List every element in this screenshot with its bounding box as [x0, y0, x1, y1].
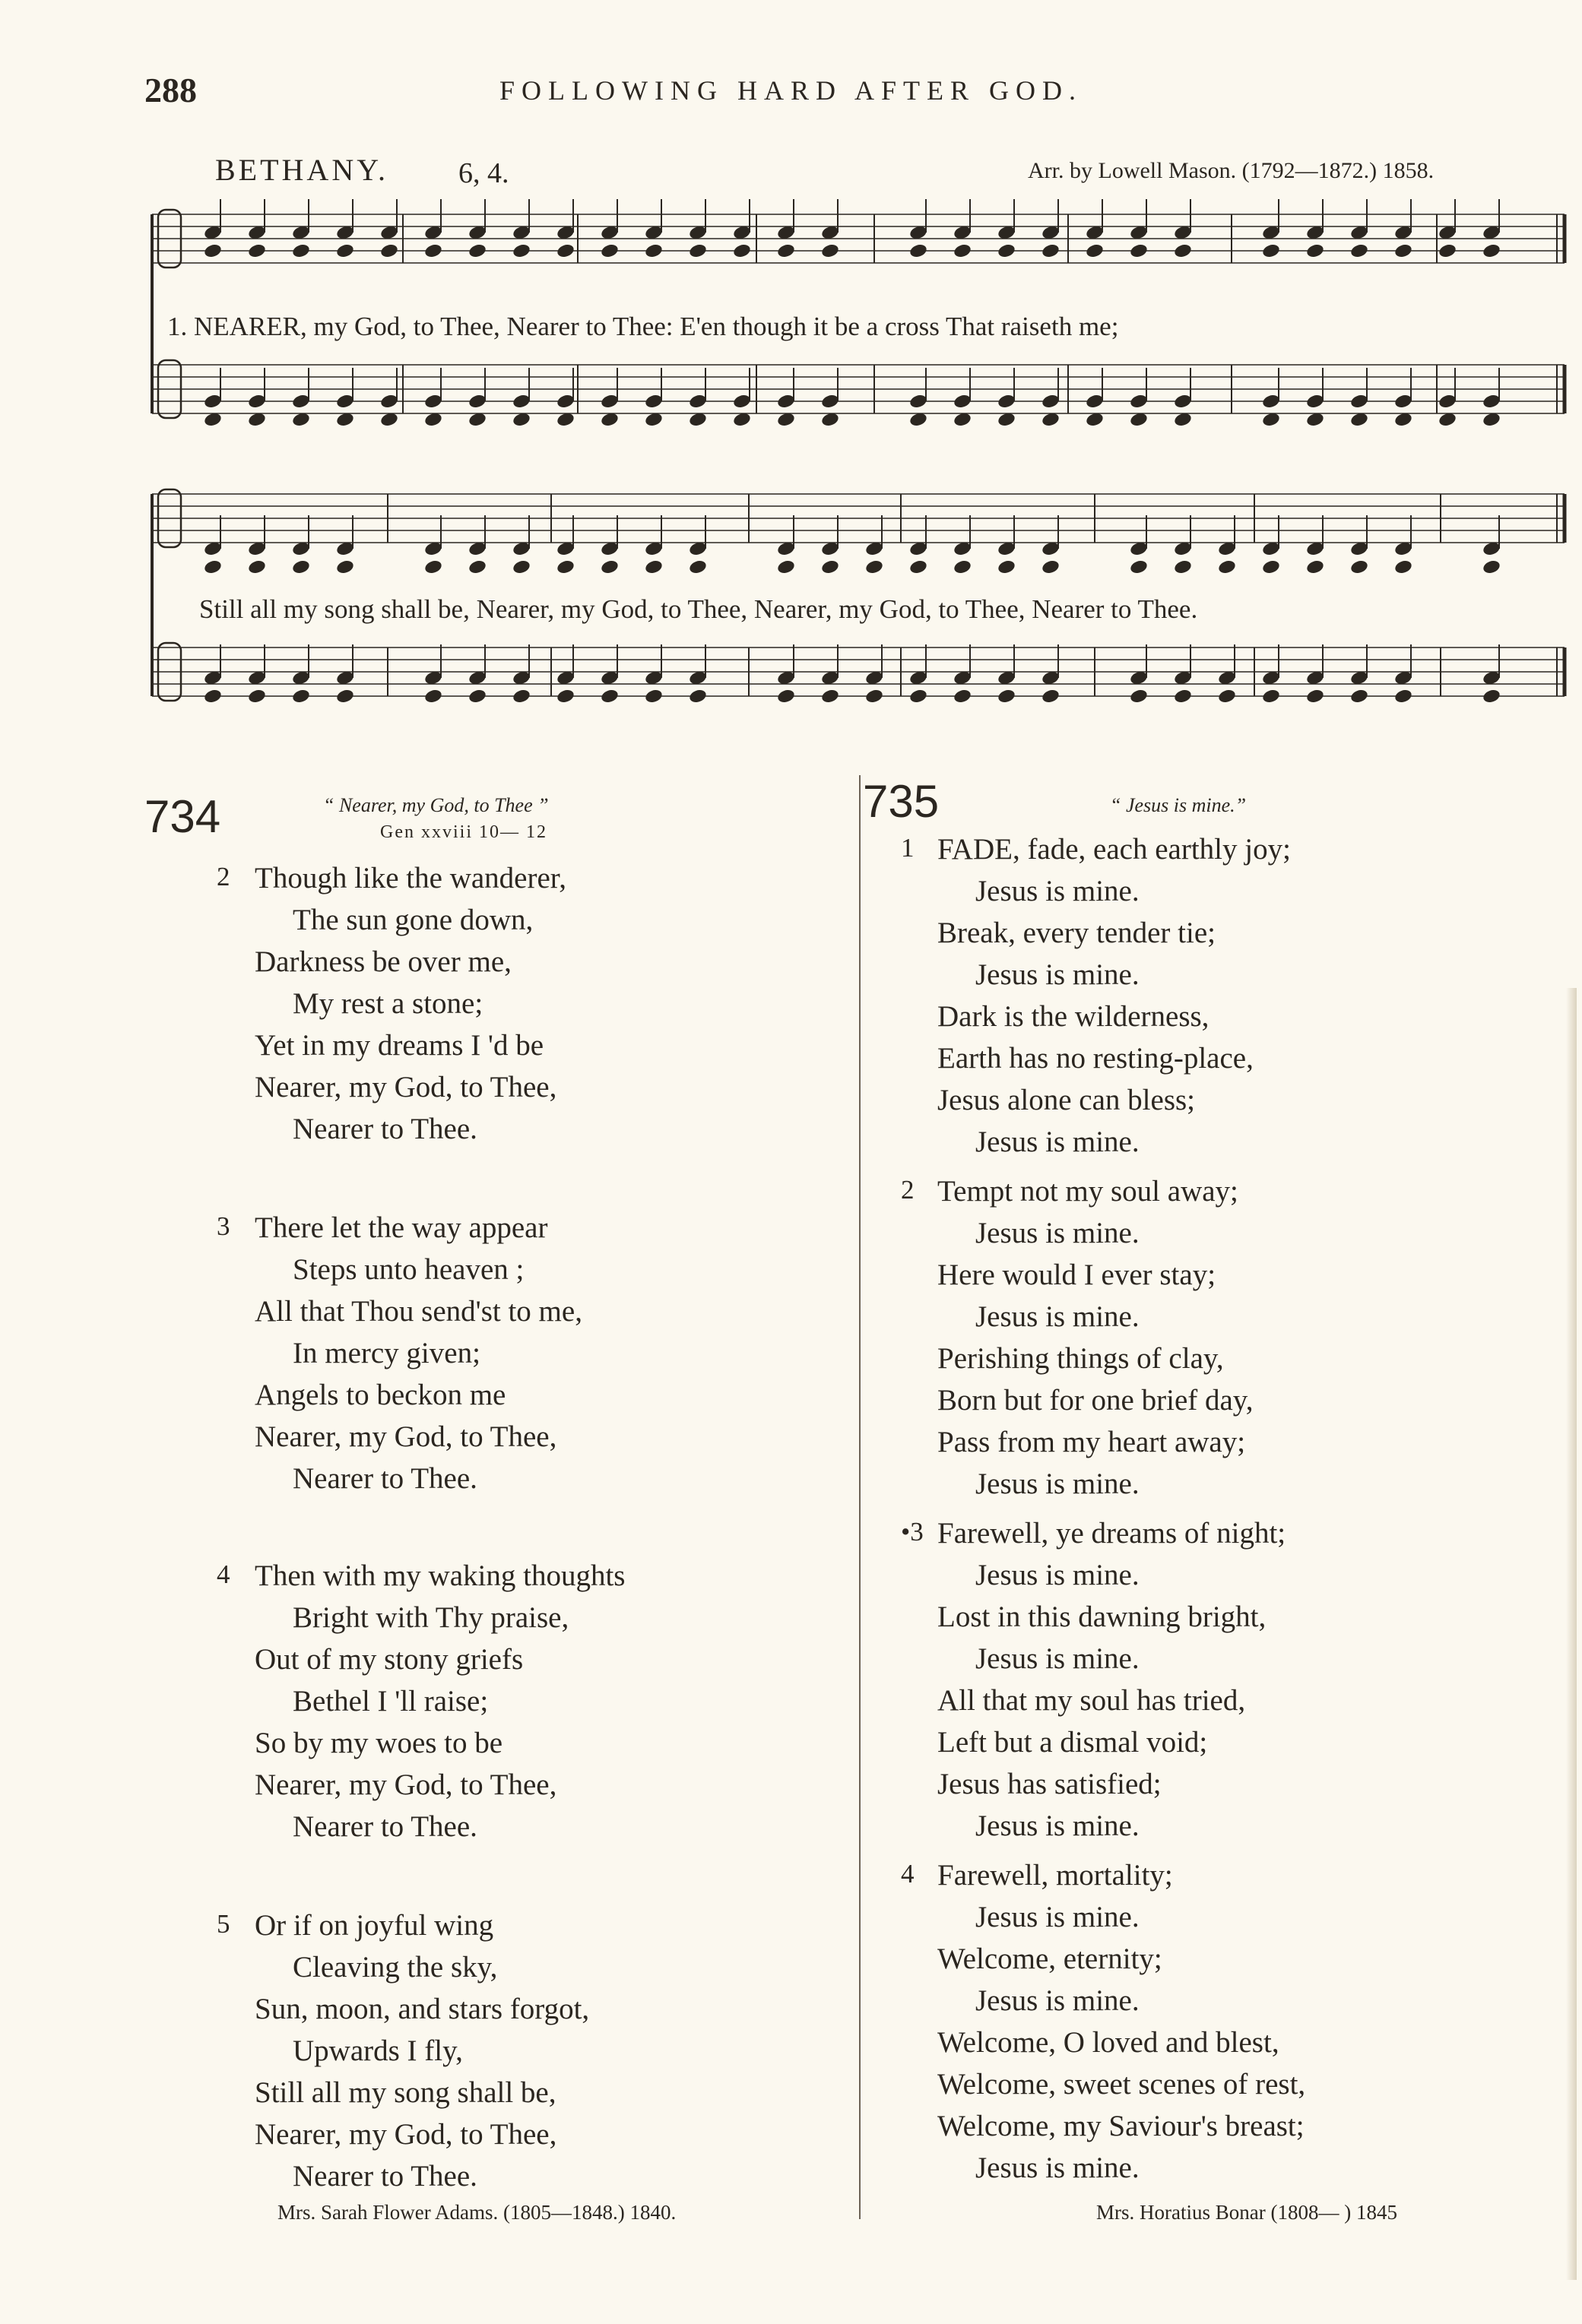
- hymn-number-735: 735: [863, 776, 940, 827]
- stanza-number: 2: [217, 862, 230, 891]
- note-head: [203, 559, 223, 575]
- note-head: [953, 242, 972, 259]
- note-head: [1129, 559, 1149, 575]
- running-title: FOLLOWING HARD AFTER GOD.: [499, 75, 1083, 106]
- stanza-line: Though like the wanderer,: [255, 862, 566, 894]
- note-head: [688, 242, 708, 259]
- note-head: [997, 688, 1016, 704]
- note-head: [291, 242, 311, 259]
- note-head: [1349, 688, 1369, 704]
- note-head: [644, 559, 664, 575]
- note-head: [1261, 242, 1281, 259]
- column-divider: [859, 775, 861, 2219]
- note-head: [512, 242, 531, 259]
- note-head: [600, 559, 620, 575]
- note-head: [1349, 559, 1369, 575]
- note-head: [688, 559, 708, 575]
- stanza-line: Nearer, my God, to Thee,: [255, 1768, 557, 1801]
- stanza-line: So by my woes to be: [255, 1727, 503, 1759]
- stanza-number: 5: [217, 1909, 230, 1939]
- note-head: [688, 688, 708, 704]
- note-head: [997, 242, 1016, 259]
- stanza-line: Nearer to Thee.: [293, 1462, 477, 1495]
- stanza-line: Perishing things of clay,: [937, 1342, 1224, 1375]
- stanza-line: Jesus is mine.: [975, 1300, 1140, 1333]
- note-head: [1041, 559, 1060, 575]
- stanza-number: 2: [901, 1175, 915, 1205]
- note-head: [291, 559, 311, 575]
- note-head: [953, 688, 972, 704]
- tune-meter: 6, 4.: [458, 157, 509, 189]
- stanza-line: Welcome, my Saviour's breast;: [937, 2110, 1305, 2142]
- note-head: [512, 688, 531, 704]
- stanza-line: Jesus alone can bless;: [937, 1084, 1196, 1116]
- stanza-line: Darkness be over me,: [255, 945, 512, 978]
- note-head: [1482, 559, 1501, 575]
- stanza-line: FADE, fade, each earthly joy;: [937, 833, 1291, 866]
- hymn-734-incipit: “ Nearer, my God, to Thee ”: [323, 794, 549, 816]
- note-head: [1173, 559, 1193, 575]
- note-head: [1393, 559, 1413, 575]
- stanza-line: The sun gone down,: [293, 904, 534, 936]
- note-head: [1261, 688, 1281, 704]
- note-head: [908, 242, 928, 259]
- note-head: [776, 559, 796, 575]
- stanza: [255, 1555, 625, 1847]
- note-head: [1217, 559, 1237, 575]
- stanza-line: Angels to beckon me: [255, 1379, 506, 1411]
- note-head: [423, 688, 443, 704]
- stanza-line: Jesus has satisfied;: [937, 1768, 1162, 1800]
- stanza-line: Jesus is mine.: [975, 1901, 1140, 1933]
- note-head: [908, 688, 928, 704]
- note-head: [556, 688, 575, 704]
- music-lyric-line-1: 1. NEARER, my God, to Thee, Nearer to Thee: E'en though it be a cross That raiseth me;: [167, 312, 1119, 341]
- stanza-line: Nearer, my God, to Thee,: [255, 1071, 557, 1103]
- stanza-line: Farewell, ye dreams of night;: [937, 1517, 1286, 1550]
- note-head: [335, 559, 355, 575]
- note-head: [1305, 559, 1325, 575]
- note-head: [335, 242, 355, 259]
- stanza-line: All that Thou send'st to me,: [255, 1295, 582, 1328]
- tune-arranger: Arr. by Lowell Mason. (1792—1872.) 1858.: [1028, 158, 1435, 183]
- note-head: [1305, 688, 1325, 704]
- note-head: [600, 242, 620, 259]
- note-head: [820, 688, 840, 704]
- stanza-line: Or if on joyful wing: [255, 1909, 494, 1942]
- stanza-line: Pass from my heart away;: [937, 1426, 1246, 1458]
- stanza-line: Jesus is mine.: [975, 1126, 1140, 1158]
- note-head: [1041, 242, 1060, 259]
- stanza-number: 3: [217, 1211, 230, 1241]
- stanza: [255, 857, 566, 1150]
- stanza: [937, 1512, 1286, 1847]
- note-head: [512, 559, 531, 575]
- note-head: [1393, 688, 1413, 704]
- stanza-line: Born but for one brief day,: [937, 1384, 1254, 1417]
- note-head: [247, 559, 267, 575]
- stanza-line: Nearer to Thee.: [293, 1113, 477, 1145]
- stanza-line: There let the way appear: [255, 1211, 548, 1244]
- stanza-line: Jesus is mine.: [975, 1468, 1140, 1500]
- note-head: [1393, 242, 1413, 259]
- stanza-number: 1: [901, 833, 915, 863]
- note-head: [1261, 559, 1281, 575]
- stanza-line: Welcome, O loved and blest,: [937, 2026, 1279, 2059]
- stanza-line: Yet in my dreams I 'd be: [255, 1029, 544, 1062]
- note-head: [820, 559, 840, 575]
- note-head: [864, 559, 884, 575]
- note-head: [908, 559, 928, 575]
- note-head: [864, 688, 884, 704]
- stanza: [255, 1207, 582, 1499]
- stanza-line: Then with my waking thoughts: [255, 1559, 626, 1592]
- note-head: [1482, 688, 1501, 704]
- hymn-number-734: 734: [144, 791, 221, 842]
- stanza-line: Cleaving the sky,: [293, 1951, 498, 1984]
- stanza-line: Farewell, mortality;: [937, 1859, 1173, 1892]
- stanza-line: Bethel I 'll raise;: [293, 1685, 489, 1718]
- stanza: [937, 828, 1291, 1163]
- note-head: [1085, 242, 1105, 259]
- note-head: [423, 559, 443, 575]
- stanza: [937, 1170, 1254, 1505]
- stanza-line: Steps unto heaven ;: [293, 1253, 525, 1286]
- hymn-734-author: Mrs. Sarah Flower Adams. (1805—1848.) 1840.: [277, 2201, 677, 2224]
- note-head: [203, 242, 223, 259]
- stanza-line: Upwards I fly,: [293, 2034, 463, 2067]
- note-head: [776, 242, 796, 259]
- note-head: [1173, 242, 1193, 259]
- note-head: [335, 688, 355, 704]
- page-number: 288: [144, 71, 197, 109]
- stanza-line: Jesus is mine.: [975, 1217, 1140, 1249]
- stanza-line: Jesus is mine.: [975, 1984, 1140, 2017]
- stanza-number: 4: [217, 1559, 230, 1589]
- note-head: [732, 242, 752, 259]
- stanza-line: Jesus is mine.: [975, 1809, 1140, 1842]
- stanza-line: Sun, moon, and stars forgot,: [255, 1993, 590, 2025]
- stanza-line: Jesus is mine.: [975, 2151, 1140, 2184]
- stanza-line: Break, every tender tie;: [937, 917, 1216, 949]
- stanza-line: Nearer to Thee.: [293, 2160, 477, 2193]
- note-head: [556, 242, 575, 259]
- stanza-number: 4: [901, 1859, 915, 1889]
- note-head: [776, 688, 796, 704]
- stanza-line: Welcome, sweet scenes of rest,: [937, 2068, 1306, 2101]
- stanza-line: Dark is the wilderness,: [937, 1000, 1209, 1033]
- note-head: [1438, 242, 1457, 259]
- stanza-line: Earth has no resting-place,: [937, 1042, 1254, 1075]
- note-head: [600, 688, 620, 704]
- stanza-line: All that my soul has tried,: [937, 1684, 1246, 1717]
- note-head: [1173, 688, 1193, 704]
- note-head: [953, 559, 972, 575]
- note-head: [468, 242, 487, 259]
- note-head: [556, 559, 575, 575]
- note-head: [468, 559, 487, 575]
- stanza: [937, 1854, 1305, 2189]
- note-head: [291, 688, 311, 704]
- note-head: [423, 242, 443, 259]
- hymn-734-scripture-reference: Gen xxviii 10— 12: [380, 822, 547, 842]
- page-edge-shading: [1566, 988, 1577, 2280]
- note-head: [247, 688, 267, 704]
- note-head: [1482, 242, 1501, 259]
- stanza-line: Still all my song shall be,: [255, 2076, 556, 2109]
- stanza-line: Jesus is mine.: [975, 1642, 1140, 1675]
- stanza-line: Jesus is mine.: [975, 875, 1140, 907]
- stanza-line: Welcome, eternity;: [937, 1942, 1162, 1975]
- stanza-line: Lost in this dawning bright,: [937, 1601, 1267, 1633]
- note-head: [644, 688, 664, 704]
- stanza-line: Here would I ever stay;: [937, 1259, 1216, 1291]
- stanza-line: Nearer to Thee.: [293, 1810, 477, 1843]
- music-lyric-line-2: Still all my song shall be, Nearer, my God, to Thee, Nearer, my God, to Thee, Nearer to Thee.: [199, 594, 1198, 624]
- stanza-line: Nearer, my God, to Thee,: [255, 1420, 557, 1453]
- note-head: [379, 242, 399, 259]
- stanza-line: Bright with Thy praise,: [293, 1601, 569, 1634]
- stanza-line: In mercy given;: [293, 1337, 480, 1369]
- note-head: [1129, 242, 1149, 259]
- stanza-line: My rest a stone;: [293, 987, 483, 1020]
- stanza-line: Nearer, my God, to Thee,: [255, 2118, 557, 2151]
- note-head: [820, 242, 840, 259]
- note-head: [997, 559, 1016, 575]
- stanza-line: Tempt not my soul away;: [937, 1175, 1238, 1208]
- tune-name: BETHANY.: [215, 153, 388, 187]
- note-head: [1041, 688, 1060, 704]
- note-head: [1129, 688, 1149, 704]
- music-score: [0, 0, 1582, 760]
- stanza-line: Jesus is mine.: [975, 1559, 1140, 1591]
- stanza-number: •3: [901, 1517, 924, 1547]
- note-head: [1217, 688, 1237, 704]
- note-head: [644, 242, 664, 259]
- note-head: [1349, 242, 1369, 259]
- note-head: [1305, 242, 1325, 259]
- hymn-735-incipit: “ Jesus is mine.”: [1110, 794, 1247, 816]
- hymn-735-author: Mrs. Horatius Bonar (1808— ) 1845: [1096, 2201, 1397, 2224]
- note-head: [203, 688, 223, 704]
- stanza-line: Left but a dismal void;: [937, 1726, 1208, 1759]
- stanza-line: Out of my stony griefs: [255, 1643, 524, 1676]
- stanza-line: Jesus is mine.: [975, 958, 1140, 991]
- stanza: [255, 1904, 589, 2197]
- note-head: [247, 242, 267, 259]
- note-head: [468, 688, 487, 704]
